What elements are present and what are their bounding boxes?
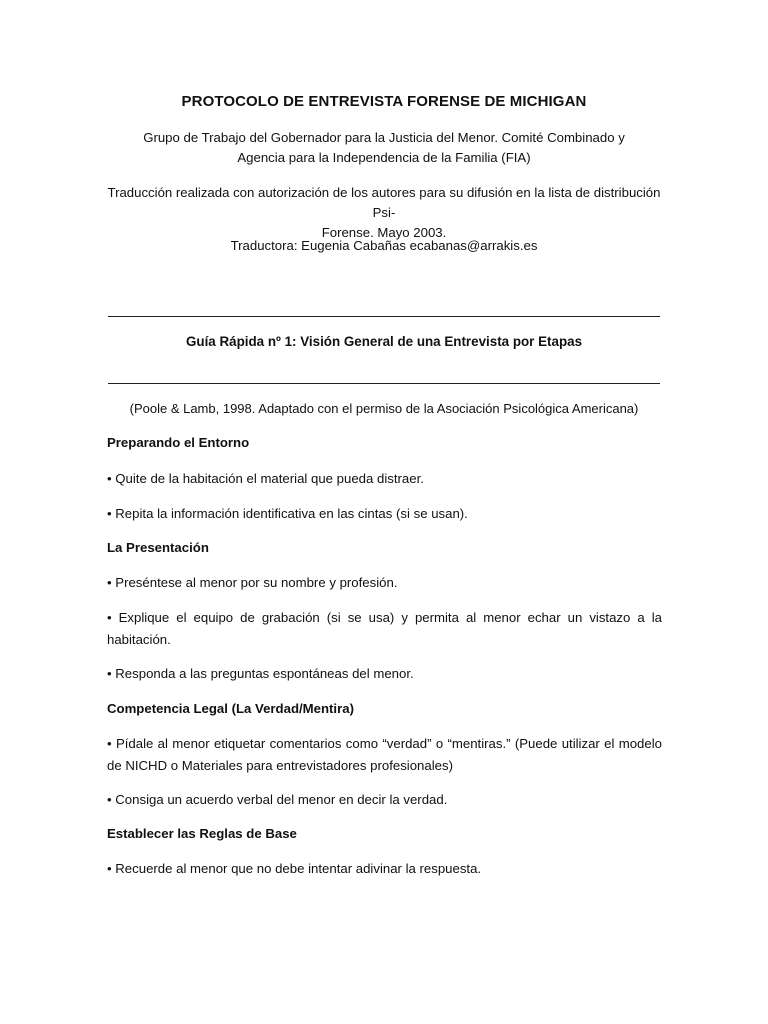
group-credit-line-1: Grupo de Trabajo del Gobernador para la Justicia del Menor. Comité Combinado y (143, 130, 625, 145)
list-item: • Repita la información identificativa en las cintas (si se usan). (107, 506, 468, 521)
document-title: PROTOCOLO DE ENTREVISTA FORENSE DE MICHIGAN (181, 93, 587, 110)
bottom-divider (108, 383, 660, 384)
translator-credit: Traductora: Eugenia Cabañas ecabanas@arrakis.es (230, 238, 538, 253)
list-item: • Preséntese al menor por su nombre y profesión. (107, 575, 398, 590)
group-credit-line-2: Agencia para la Independencia de la Familia (FIA) (237, 150, 531, 165)
translation-note-line-1: Traducción realizada con autorización de los autores para su difusión en la lista de distribución Psi- (107, 185, 661, 220)
list-item: • Consiga un acuerdo verbal del menor en decir la verdad. (107, 792, 448, 807)
group-credit (120, 128, 648, 168)
section-heading-reglas: Establecer las Reglas de Base (107, 826, 297, 841)
translation-note (100, 183, 668, 243)
section-heading-presentacion: La Presentación (107, 540, 209, 555)
top-divider (108, 316, 660, 317)
list-item: • Recuerde al menor que no debe intentar adivinar la respuesta. (107, 861, 482, 876)
list-item: • Responda a las preguntas espontáneas del menor. (107, 666, 414, 681)
source-citation: (Poole & Lamb, 1998. Adaptado con el permiso de la Asociación Psicológica Americana) (129, 401, 639, 416)
section-heading-entorno: Preparando el Entorno (107, 435, 250, 450)
section-heading-competencia: Competencia Legal (La Verdad/Mentira) (107, 701, 354, 716)
translation-note-line-2: Forense. Mayo 2003. (321, 225, 447, 240)
guide-title: Guía Rápida nº 1: Visión General de una Entrevista por Etapas (185, 334, 583, 349)
list-item: • Explique el equipo de grabación (si se usa) y permita al menor echar un vistazo a la habitación. (107, 610, 662, 647)
list-item: • Quite de la habitación el material que pueda distraer. (107, 471, 424, 486)
list-item: • Pídale al menor etiquetar comentarios como “verdad” o “mentiras.” (Puede utilizar el modelo de NICHD o Materiales para entrevistadores profesionales) (107, 736, 662, 773)
